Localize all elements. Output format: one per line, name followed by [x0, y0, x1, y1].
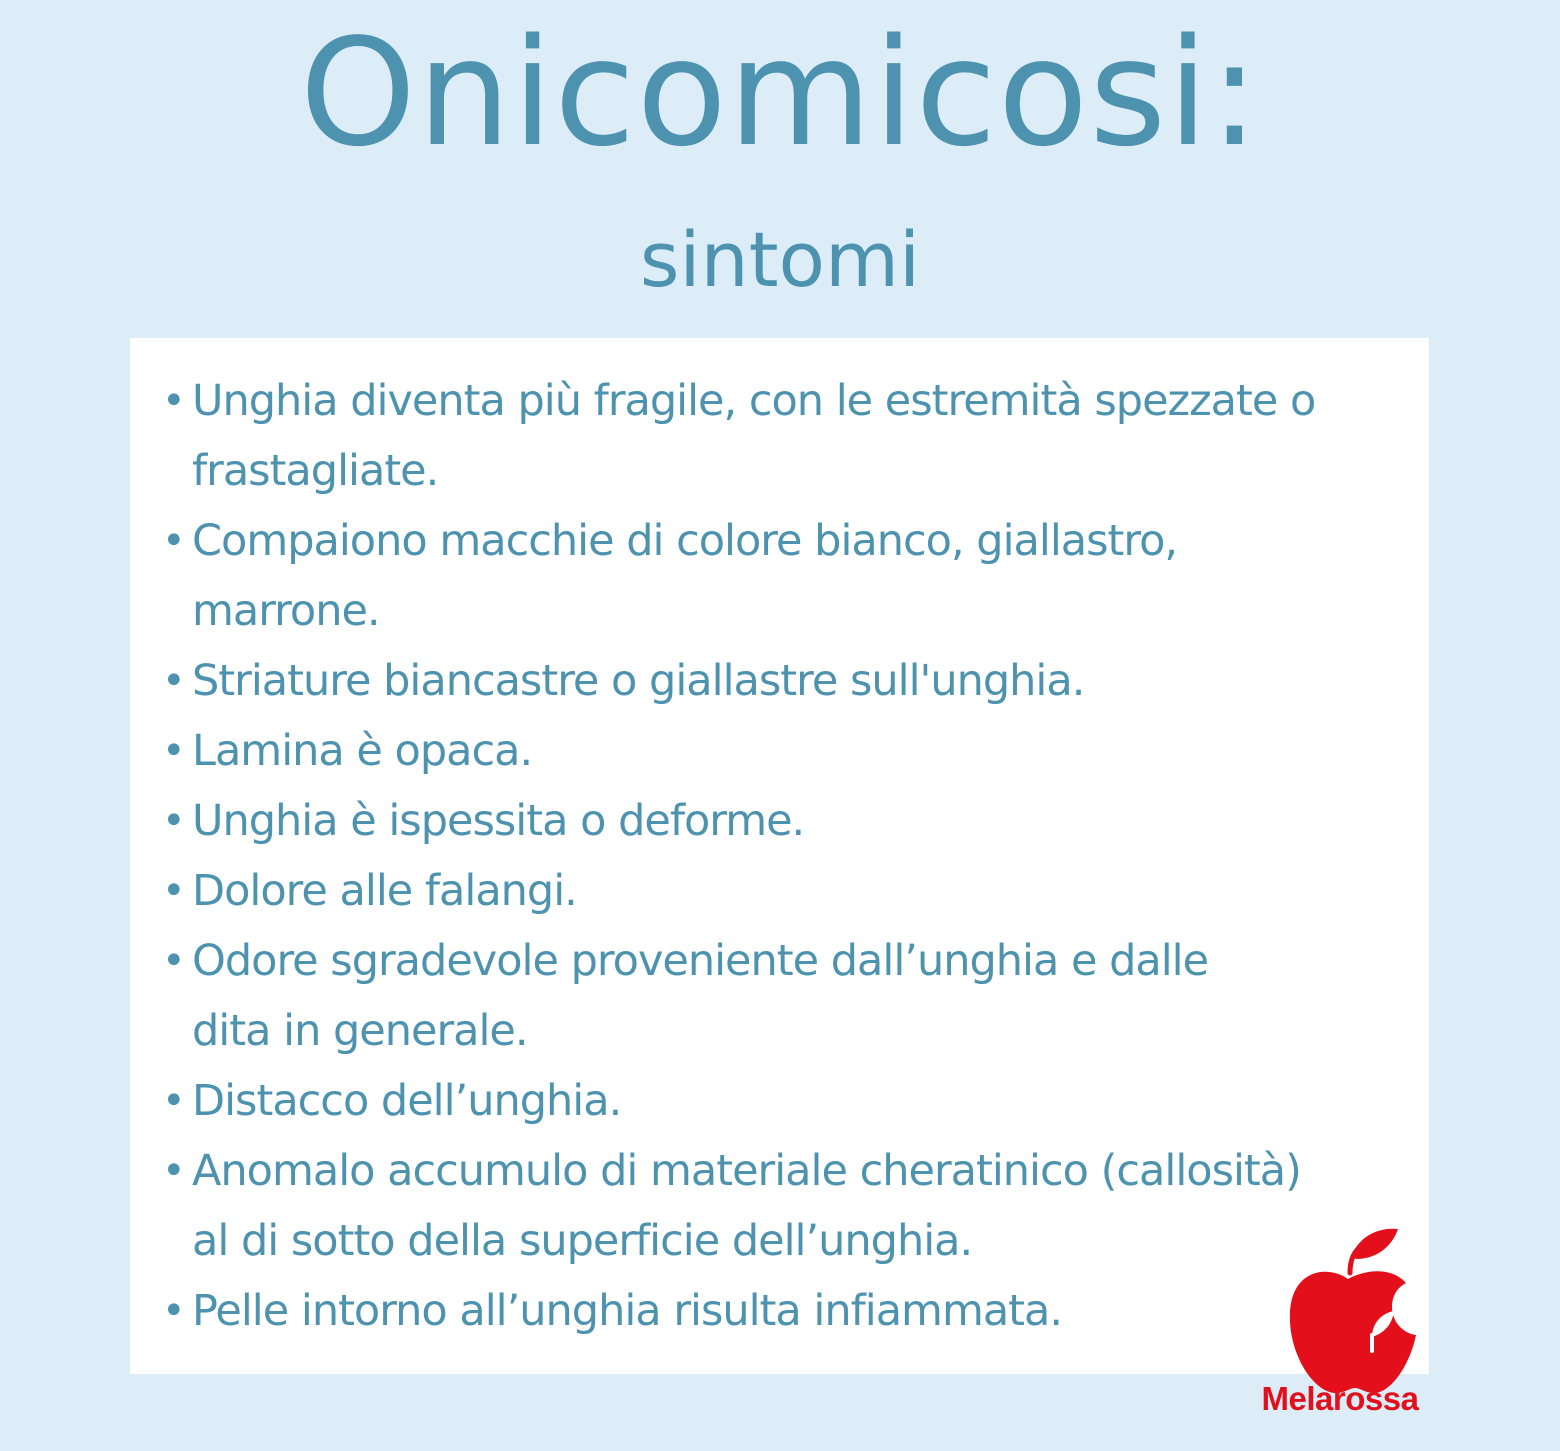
bullet-icon: •: [162, 798, 185, 844]
list-item: [130, 646, 1315, 716]
symptom-text: dita in generale.: [192, 1006, 528, 1056]
bullet-icon: •: [162, 728, 185, 774]
symptom-text: Anomalo accumulo di materiale cheratinico (callosità): [192, 1146, 1301, 1196]
bullet-icon: •: [162, 378, 185, 424]
bullet-icon: •: [162, 658, 185, 704]
symptom-text: marrone.: [192, 586, 380, 636]
list-item: [130, 1276, 1315, 1346]
symptom-text: Unghia diventa più fragile, con le estremità spezzate o: [192, 376, 1316, 426]
list-item: [130, 506, 1315, 646]
symptom-text: al di sotto della superficie dell’unghia.: [192, 1216, 973, 1266]
list-item: [130, 856, 1315, 926]
bullet-icon: •: [162, 938, 185, 984]
symptom-text: Lamina è opaca.: [192, 726, 533, 776]
page-title: Onicomicosi:: [299, 7, 1261, 179]
bullet-icon: •: [162, 868, 185, 914]
symptom-text: Compaiono macchie di colore bianco, giallastro,: [192, 516, 1178, 566]
list-item: [130, 366, 1315, 506]
symptom-text: Pelle intorno all’unghia risulta infiammata.: [192, 1286, 1063, 1336]
symptoms-card: [130, 338, 1429, 1374]
symptom-text: Dolore alle falangi.: [192, 866, 577, 916]
brand-name: Melarossa: [1261, 1380, 1419, 1417]
symptom-text: Striature biancastre o giallastre sull'unghia.: [192, 656, 1085, 706]
page-subtitle: sintomi: [639, 215, 921, 304]
bullet-icon: •: [162, 1288, 185, 1334]
bullet-icon: •: [162, 518, 185, 564]
bullet-icon: •: [162, 1148, 185, 1194]
list-item: [130, 716, 1315, 786]
list-item: [130, 1066, 1315, 1136]
bullet-icon: •: [162, 1078, 185, 1124]
symptom-list: [130, 366, 1315, 1346]
symptom-text: Unghia è ispessita o deforme.: [192, 796, 805, 846]
list-item: [130, 926, 1315, 1066]
list-item: [130, 1136, 1315, 1276]
symptom-text: Distacco dell’unghia.: [192, 1076, 622, 1126]
symptom-text: frastagliate.: [192, 446, 439, 496]
list-item: [130, 786, 1315, 856]
symptom-text: Odore sgradevole proveniente dall’unghia e dalle: [192, 936, 1209, 986]
